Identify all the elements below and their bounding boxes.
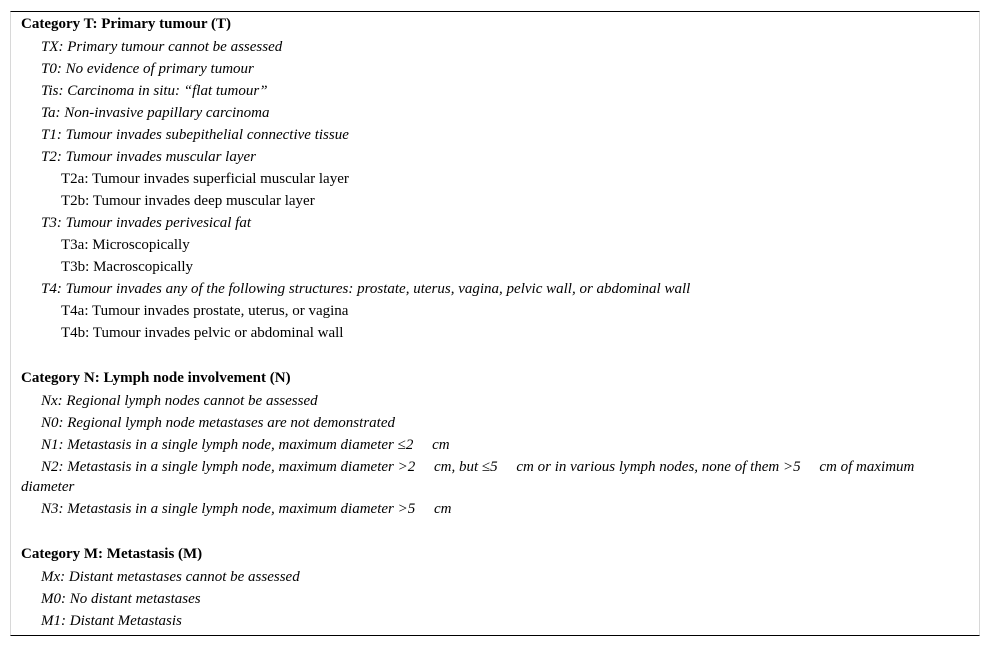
category-n-heading: Category N: Lymph node involvement (N) bbox=[21, 370, 291, 386]
t-item-tis: Tis: Carcinoma in situ: “flat tumour” bbox=[41, 83, 268, 99]
t-subitem-t4b: T4b: Tumour invades pelvic or abdominal wall bbox=[61, 325, 344, 341]
t-item-t3: T3: Tumour invades perivesical fat bbox=[41, 215, 251, 231]
t-subitem-t2a: T2a: Tumour invades superficial muscular layer bbox=[61, 171, 349, 187]
category-t-heading: Category T: Primary tumour (T) bbox=[21, 16, 231, 32]
t-item-t0: T0: No evidence of primary tumour bbox=[41, 61, 254, 77]
n-item-n0: N0: Regional lymph node metastases are not demonstrated bbox=[41, 415, 395, 431]
t-subitem-t4a: T4a: Tumour invades prostate, uterus, or vagina bbox=[61, 303, 349, 319]
t-subitem-t2b: T2b: Tumour invades deep muscular layer bbox=[61, 193, 315, 209]
n-item-n2: N2: Metastasis in a single lymph node, maximum diameter >2 cm, but ≤5 cm or in various lymph nodes, none of them >5 cm of maximum diameter bbox=[21, 459, 919, 495]
n-item-nx: Nx: Regional lymph nodes cannot be assessed bbox=[41, 393, 318, 409]
category-m-heading: Category M: Metastasis (M) bbox=[21, 546, 203, 562]
t-item-ta: Ta: Non-invasive papillary carcinoma bbox=[41, 105, 270, 121]
t-item-t4: T4: Tumour invades any of the following structures: prostate, uterus, vagina, pelvic wall, or abdominal wall bbox=[41, 281, 691, 297]
t-subitem-t3a: T3a: Microscopically bbox=[61, 237, 190, 253]
n-item-n3: N3: Metastasis in a single lymph node, maximum diameter >5 cm bbox=[41, 501, 452, 517]
t-subitem-t3b: T3b: Macroscopically bbox=[61, 259, 194, 275]
m-item-m1: M1: Distant Metastasis bbox=[41, 613, 182, 629]
t-item-t1: T1: Tumour invades subepithelial connective tissue bbox=[41, 127, 349, 143]
n-item-n1: N1: Metastasis in a single lymph node, maximum diameter ≤2 cm bbox=[41, 437, 450, 453]
m-item-m0: M0: No distant metastases bbox=[41, 591, 201, 607]
t-item-t2: T2: Tumour invades muscular layer bbox=[41, 149, 256, 165]
t-item-tx: TX: Primary tumour cannot be assessed bbox=[41, 39, 283, 55]
m-item-mx: Mx: Distant metastases cannot be assessed bbox=[41, 569, 300, 585]
